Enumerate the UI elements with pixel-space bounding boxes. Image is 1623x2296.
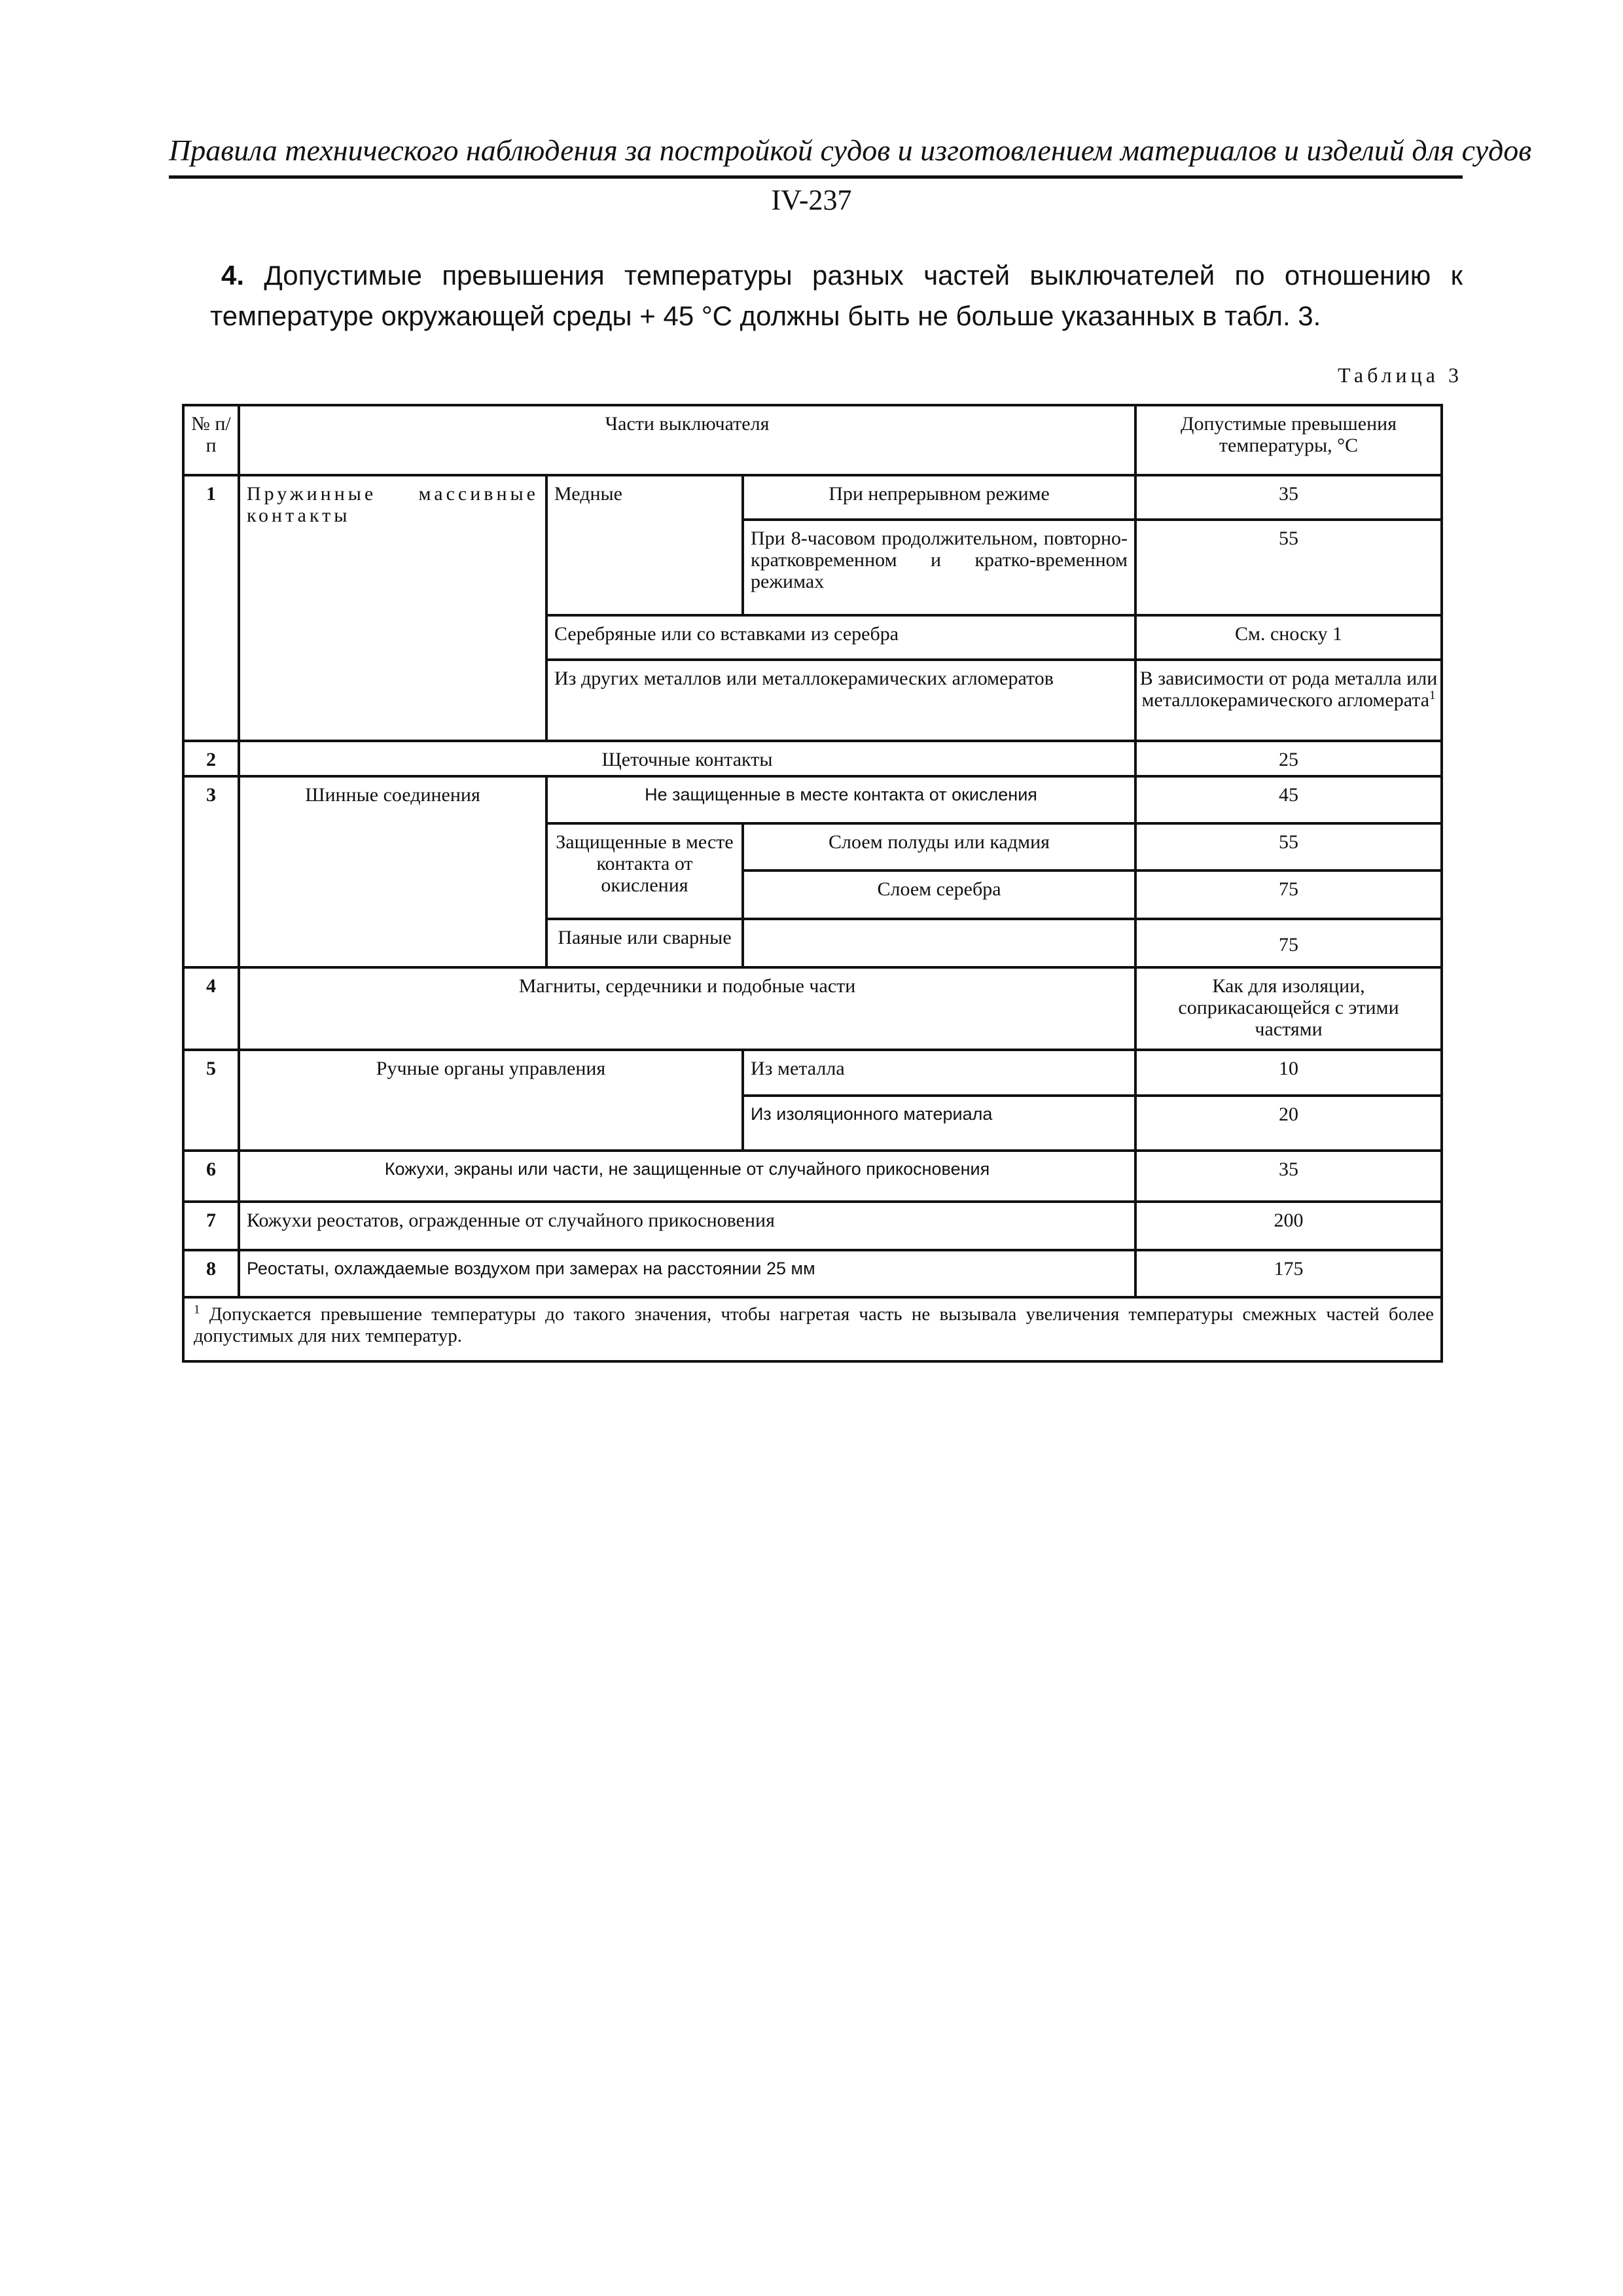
table-row	[183, 475, 1442, 520]
row-number: 3	[183, 776, 239, 967]
row-number: 8	[183, 1250, 239, 1297]
row-number: 5	[183, 1050, 239, 1151]
table-row	[183, 741, 1442, 776]
header-rule	[169, 175, 1463, 179]
footnote-text: Допускается превышение температуры до такого значения, чтобы нагретая часть не вызывала увеличения температуры смежных частей более допустимых для них температур.	[194, 1304, 1435, 1346]
material-label: Из изоляционного материала	[743, 1096, 1135, 1151]
part-label: Щеточные контакты	[239, 741, 1135, 776]
page-number: IV-237	[771, 184, 852, 216]
coating-label: Слоем серебра	[743, 870, 1135, 919]
table-row	[183, 1151, 1442, 1202]
row-number: 1	[183, 475, 239, 741]
temperature-value: 75	[1135, 870, 1442, 919]
table-row	[183, 967, 1442, 1050]
temperature-value: 35	[1135, 1151, 1442, 1202]
intro-line-1	[216, 255, 1463, 296]
temperature-value: 175	[1135, 1250, 1442, 1297]
row-number: 6	[183, 1151, 239, 1202]
coating-label: Слоем полуды или кадмия	[743, 823, 1135, 870]
temperature-value: 20	[1135, 1096, 1442, 1151]
row-group-label: Ручные органы управления	[239, 1050, 743, 1151]
footnote-marker: 1	[194, 1302, 200, 1317]
material-label: Из металла	[743, 1050, 1135, 1096]
part-label: Кожухи реостатов, огражденные от случайного прикосновения	[239, 1202, 1135, 1250]
material-label: Из других металлов или металлокерамических агломератов	[546, 660, 1135, 741]
item-number: 4.	[221, 260, 245, 291]
row-group-label: Пружинные массивные контакты	[239, 475, 546, 741]
part-label: Не защищенные в месте контакта от окисления	[546, 776, 1135, 823]
part-label: Кожухи, экраны или части, не защищенные от случайного прикосновения	[239, 1151, 1135, 1202]
footnote	[183, 1297, 1442, 1361]
temperature-value: 200	[1135, 1202, 1442, 1250]
temperature-value: 25	[1135, 741, 1442, 776]
row-number: 2	[183, 741, 239, 776]
intro-line-2: температуре окружающей среды + 45 °С должны быть не больше указанных в табл. 3.	[210, 300, 1321, 331]
table-row	[183, 776, 1442, 823]
header-temperature: Допустимые превышения температуры, °С	[1135, 405, 1442, 475]
temperature-value: 45	[1135, 776, 1442, 823]
temperature-value-text: В зависимости от рода металла или металлокерамического агломерата	[1139, 668, 1438, 711]
part-label: Реостаты, охлаждаемые воздухом при замерах на расстоянии 25 мм	[239, 1250, 1135, 1297]
temperature-value: См. сноску 1	[1135, 615, 1442, 660]
temperature-value	[1135, 660, 1442, 741]
intro-paragraph	[210, 255, 1463, 336]
empty-cell	[743, 919, 1135, 967]
temperature-value: 10	[1135, 1050, 1442, 1096]
material-label: Медные	[546, 475, 743, 615]
temperature-value: 55	[1135, 520, 1442, 615]
temperature-value: 55	[1135, 823, 1442, 870]
temperature-table	[182, 404, 1443, 1363]
table-caption: Таблица 3	[1338, 363, 1463, 387]
row-group-label: Шинные соединения	[239, 776, 546, 967]
footnote-marker: 1	[1429, 689, 1436, 702]
part-label: Защищенные в месте контакта от окисления	[546, 823, 743, 919]
intro-line-1-text: Допустимые превышения температуры разных частей выключателей по отношению к	[264, 260, 1463, 291]
table-row	[183, 1202, 1442, 1250]
mode-label: При 8-часовом продолжительном, повторно-кратковременном и кратко-временном режимах	[743, 520, 1135, 615]
part-label: Паяные или сварные	[546, 919, 743, 967]
footnote-row	[183, 1297, 1442, 1361]
temperature-value: 75	[1135, 919, 1442, 967]
table-row	[183, 1050, 1442, 1096]
part-label: Магниты, сердечники и подобные части	[239, 967, 1135, 1050]
material-label: Серебряные или со вставками из серебра	[546, 615, 1135, 660]
row-number: 7	[183, 1202, 239, 1250]
running-title: Правила технического наблюдения за постройкой судов и изготовлением материалов и изделий для судов	[169, 134, 1532, 167]
temperature-value: Как для изоляции, соприкасающейся с этими частями	[1135, 967, 1442, 1050]
header-number: № п/п	[183, 405, 239, 475]
table-header-row	[183, 405, 1442, 475]
row-number: 4	[183, 967, 239, 1050]
temperature-value: 35	[1135, 475, 1442, 520]
mode-label: При непрерывном режиме	[743, 475, 1135, 520]
table-row	[183, 1250, 1442, 1297]
header-parts: Части выключателя	[239, 405, 1135, 475]
